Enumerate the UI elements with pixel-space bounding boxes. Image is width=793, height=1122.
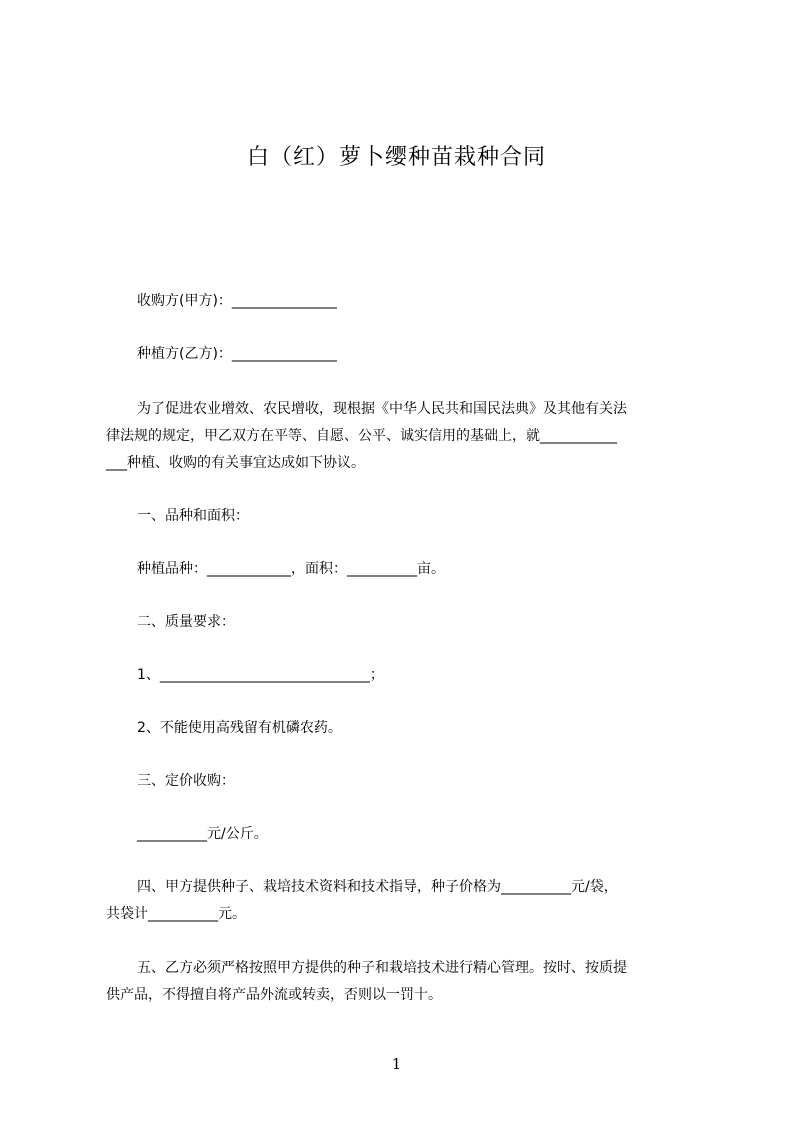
section-1-variety-area-line: 种植品种：____________，面积：__________亩。 [137,561,445,577]
section-2-item-2: 2、不能使用高残留有机磷农药。 [137,720,342,736]
grower-party-line: 种植方(乙方)：_______________ [137,346,337,362]
section-4-line-1: 四、甲方提供种子、栽培技术资料和技术指导，种子价格为__________元/袋， [137,879,618,895]
buyer-party-line: 收购方(甲方)：_______________ [137,293,337,309]
section-3-heading: 三、定价收购： [137,773,235,789]
section-5-line-2: 供产品，不得擅自将产品外流或转卖，否则以一罚十。 [106,987,442,1003]
intro-paragraph-line-2: 律法规的规定，甲乙双方在平等、自愿、公平、诚实信用的基础上，就___________ [106,428,617,444]
page-number: 1 [391,1055,402,1073]
section-5-line-1: 五、乙方必须严格按照甲方提供的种子和栽培技术进行精心管理。按时、按质提 [137,960,627,976]
section-4-line-2: 共袋计__________元。 [106,906,246,922]
section-3-price-line: __________元/公斤。 [137,826,268,842]
intro-paragraph-line-1: 为了促进农业增效、农民增收，现根据《中华人民共和国民法典》及其他有关法 [137,401,627,417]
section-2-heading: 二、质量要求： [137,614,235,630]
section-2-item-1: 1、______________________________； [137,667,384,683]
section-1-heading: 一、品种和面积： [137,508,249,524]
document-title: 白（红）萝卜缨种苗栽种合同 [246,145,546,170]
intro-paragraph-line-3: ___种植、收购的有关事宜达成如下协议。 [106,455,365,471]
